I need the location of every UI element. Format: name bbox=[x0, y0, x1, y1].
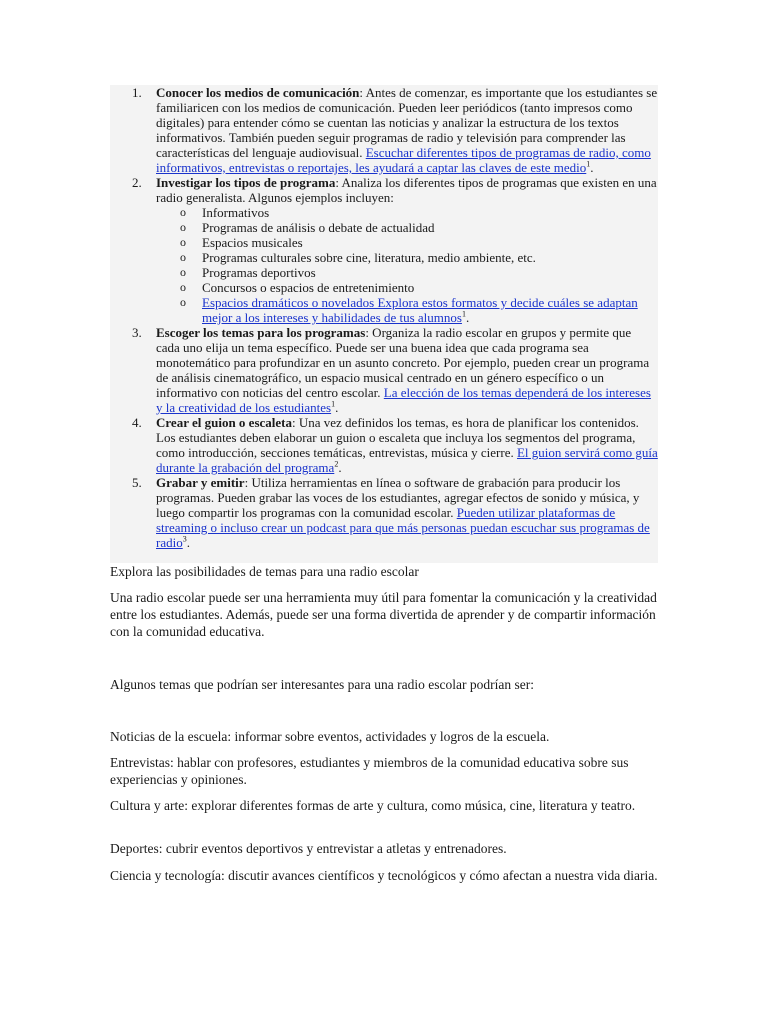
list-item bbox=[110, 85, 658, 175]
topic-paragraph: Cultura y arte: explorar diferentes formas de arte y cultura, como música, cine, literatura y teatro. bbox=[110, 798, 636, 813]
sub-list-item bbox=[156, 265, 658, 280]
bullet-icon: o bbox=[180, 265, 186, 279]
list-item bbox=[110, 175, 658, 325]
reference-link[interactable]: Escuchar diferentes tipos de programas de radio, como informativos, entrevistas o reportajes, les ayudará a captar las claves de este medio bbox=[156, 145, 651, 175]
list-item-text: : Antes de comenzar, es importante que los estudiantes se familiaricen con los medios de comunicación. Pueden leer periódicos (tanto impresos como digitales) para entender cómo se cuentan las noticias y analizar la estructura de los textos informativos. También pueden seguir programas de radio y televisión para comprender las características del lenguaje audiovisual. bbox=[156, 85, 658, 160]
lead-paragraph: Algunos temas que podrían ser interesantes para una radio escolar podrían ser: bbox=[110, 677, 534, 692]
list-item-title: Conocer los medios de comunicación bbox=[156, 85, 360, 100]
sub-list-item-text: Programas de análisis o debate de actualidad bbox=[202, 220, 435, 235]
list-item-end: . bbox=[338, 460, 342, 475]
reference-link[interactable]: Pueden utilizar plataformas de streaming o incluso crear un podcast para que más personas puedan escuchar sus programas de radio bbox=[156, 505, 650, 550]
sub-list-item-text: Programas culturales sobre cine, literatura, medio ambiente, etc. bbox=[202, 250, 536, 265]
footnote-marker: 3 bbox=[182, 534, 187, 544]
numbered-list bbox=[110, 85, 658, 550]
topic-paragraph: Entrevistas: hablar con profesores, estudiantes y miembros de la comunidad educativa sobre sus experiencias y opiniones. bbox=[110, 755, 629, 787]
list-item-text: : Analiza los diferentes tipos de programas que existen en una radio generalista. Algunos ejemplos incluyen: bbox=[156, 175, 657, 205]
sub-list-item bbox=[156, 250, 658, 265]
bullet-icon: o bbox=[180, 295, 186, 309]
topic-paragraph: Noticias de la escuela: informar sobre eventos, actividades y logros de la escuela. bbox=[110, 729, 550, 744]
topic-paragraph: Ciencia y tecnología: discutir avances científicos y tecnológicos y cómo afectan a nuestra vida diaria. bbox=[110, 868, 658, 883]
footnote-marker: 1 bbox=[331, 399, 336, 409]
sub-list-item-text: Informativos bbox=[202, 205, 270, 220]
sub-list-item-text: Concursos o espacios de entretenimiento bbox=[202, 280, 415, 295]
list-item-number: 5. bbox=[132, 475, 142, 490]
list-item-number: 4. bbox=[132, 415, 142, 430]
list-item-number: 2. bbox=[132, 175, 142, 190]
reference-link[interactable]: Espacios dramáticos o novelados Explora estos formatos y decide cuáles se adaptan mejor a los intereses y habilidades de tus alumnos bbox=[202, 295, 638, 325]
sub-list-item-text: Programas deportivos bbox=[202, 265, 316, 280]
list-item bbox=[110, 325, 658, 415]
sub-list bbox=[156, 205, 658, 325]
list-item-title: Grabar y emitir bbox=[156, 475, 245, 490]
list-item-text: : Organiza la radio escolar en grupos y permite que cada uno elija un tema específico. Puede ser una buena idea que cada programa sea monotemático para profundizar en un asunto concreto. Por ejemplo, pueden crear un programa de análisis cinematográfico, un espacio musical centrado en un género específico o un informativo con noticias del centro escolar. bbox=[156, 325, 650, 400]
list-item-text: : Una vez definidos los temas, es hora de planificar los contenidos. Los estudiantes deben elaborar un guion o escaleta que incluya los segmentos del programa, como introducción, secciones temáticas, entrevistas, música y cierre. bbox=[156, 415, 639, 460]
bullet-icon: o bbox=[180, 250, 186, 264]
reference-link[interactable]: El guion servirá como guía durante la grabación del programa bbox=[156, 445, 658, 475]
sub-list-item bbox=[156, 295, 658, 325]
list-item-number: 1. bbox=[132, 85, 142, 100]
sub-list-item-text: Espacios musicales bbox=[202, 235, 303, 250]
sub-list-item bbox=[156, 280, 658, 295]
list-item-title: Escoger los temas para los programas bbox=[156, 325, 366, 340]
section-heading: Explora las posibilidades de temas para una radio escolar bbox=[110, 564, 419, 579]
list-item-end: . bbox=[186, 535, 190, 550]
list-item-text: : Utiliza herramientas en línea o software de grabación para producir los programas. Pueden grabar las voces de los estudiantes, agregar efectos de sonido y música, y luego compartir los programas con la comunidad escolar. bbox=[156, 475, 640, 520]
list-item bbox=[110, 475, 658, 550]
list-item-title: Crear el guion o escaleta bbox=[156, 415, 292, 430]
list-item bbox=[110, 415, 658, 475]
list-item-number: 3. bbox=[132, 325, 142, 340]
bullet-icon: o bbox=[180, 205, 186, 219]
list-item-end: . bbox=[335, 400, 339, 415]
bullet-icon: o bbox=[180, 220, 186, 234]
intro-paragraph: Una radio escolar puede ser una herramienta muy útil para fomentar la comunicación y la creatividad entre los estudiantes. Además, puede ser una forma divertida de aprender y de compartir información con la comunidad educativa. bbox=[110, 590, 657, 639]
list-item-end: . bbox=[465, 310, 470, 325]
footnote-marker: 2 bbox=[334, 459, 339, 469]
sub-list-item bbox=[156, 205, 658, 220]
reference-link[interactable]: La elección de los temas dependerá de los intereses y la creatividad de los estudiantes bbox=[156, 385, 651, 415]
list-item-end: . bbox=[590, 160, 594, 175]
footnote-marker: 1 bbox=[461, 309, 466, 319]
topic-paragraph: Deportes: cubrir eventos deportivos y entrevistar a atletas y entrenadores. bbox=[110, 841, 507, 856]
sub-list-item bbox=[156, 235, 658, 250]
bullet-icon: o bbox=[180, 235, 186, 249]
list-item-title: Investigar los tipos de programa bbox=[156, 175, 336, 190]
bullet-icon: o bbox=[180, 280, 186, 294]
footnote-marker: 1 bbox=[586, 159, 591, 169]
sub-list-item bbox=[156, 220, 658, 235]
